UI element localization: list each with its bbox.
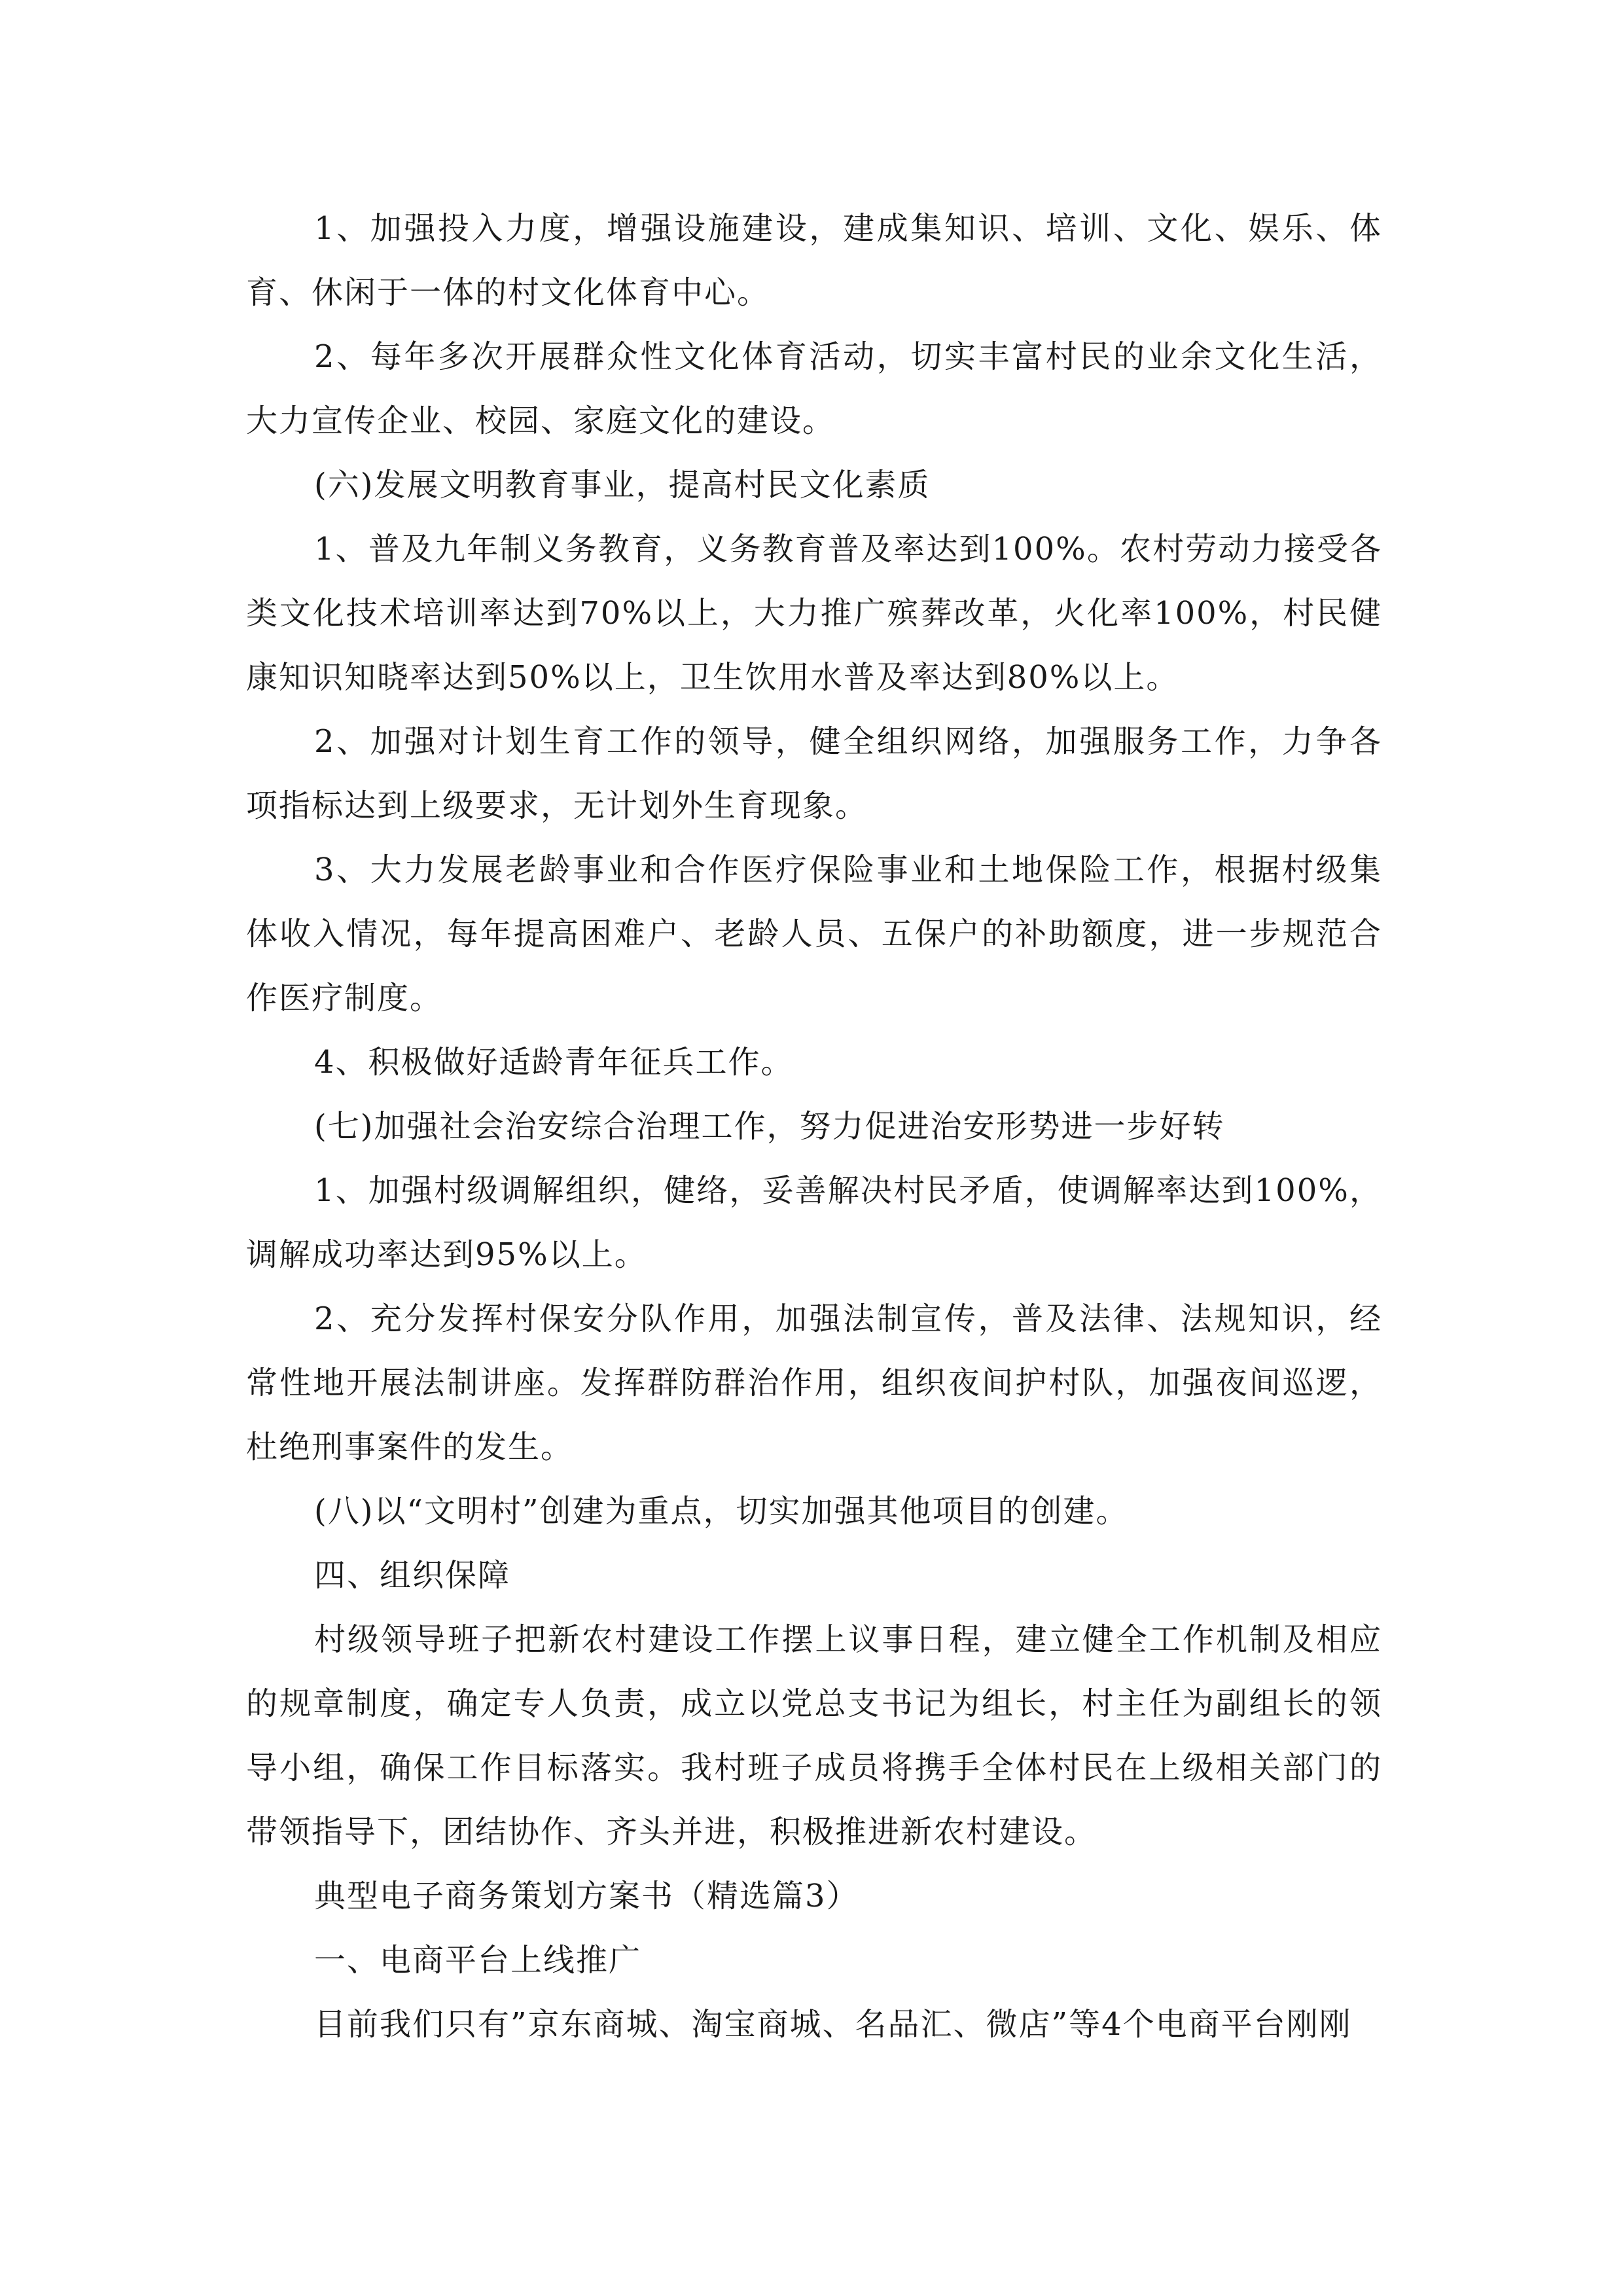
paragraph-mediation: 1、加强村级调解组织，健络，妥善解决村民矛盾，使调解率达到100%，调解成功率达到95%以上。 [246,1172,1382,1273]
paragraph-ecommerce-platforms: 目前我们只有”京东商城、淘宝商城、名品汇、微店”等4个电商平台刚刚 [314,2006,1352,2043]
document-subtitle: 典型电子商务策划方案书（精选篇3） [314,1878,859,1914]
section-heading-organization: 四、组织保障 [314,1557,511,1594]
section-heading-public-security: (七)加强社会治安综合治理工作，努力促进治安形势进一步好转 [314,1108,1225,1145]
paragraph-elderly-insurance: 3、大力发展老龄事业和合作医疗保险事业和土地保险工作，根据村级集体收入情况，每年提高困难户、老龄人员、五保户的补助额度，进一步规范合作医疗制度。 [246,852,1382,1016]
section-heading-civilized-village: (八)以“文明村”创建为重点，切实加强其他项目的创建。 [314,1493,1129,1530]
paragraph-cultural-activities: 2、每年多次开展群众性文化体育活动，切实丰富村民的业余文化生活，大力宣传企业、校园、家庭文化的建设。 [246,338,1382,439]
document-body [246,196,1382,2056]
paragraph-family-planning: 2、加强对计划生育工作的领导，健全组织网络，加强服务工作，力争各项指标达到上级要求，无计划外生育现象。 [246,723,1382,824]
paragraph-conscription: 4、积极做好适龄青年征兵工作。 [314,1044,794,1081]
section-heading-education: (六)发展文明教育事业，提高村民文化素质 [314,467,931,503]
paragraph-compulsory-education: 1、普及九年制义务教育，义务教育普及率达到100%。农村劳动力接受各类文化技术培训率达到70%以上，大力推广殡葬改革，火化率100%，村民健康知识知晓率达到50%以上，卫生饮用水普及率达到80%以上。 [246,531,1382,696]
paragraph-culture-center: 1、加强投入力度，增强设施建设，建成集知识、培训、文化、娱乐、体育、休闲于一体的村文化体育中心。 [246,210,1382,311]
paragraph-security-team: 2、充分发挥村保安分队作用，加强法制宣传，普及法律、法规知识，经常性地开展法制讲座。发挥群防群治作用，组织夜间护村队，加强夜间巡逻，杜绝刑事案件的发生。 [246,1300,1382,1465]
paragraph-leadership: 村级领导班子把新农村建设工作摆上议事日程，建立健全工作机制及相应的规章制度，确定专人负责，成立以党总支书记为组长，村主任为副组长的领导小组，确保工作目标落实。我村班子成员将携手全体村民在上级相关部门的带领指导下，团结协作、齐头并进，积极推进新农村建设。 [246,1621,1382,1850]
section-heading-ecommerce: 一、电商平台上线推广 [314,1942,642,1979]
